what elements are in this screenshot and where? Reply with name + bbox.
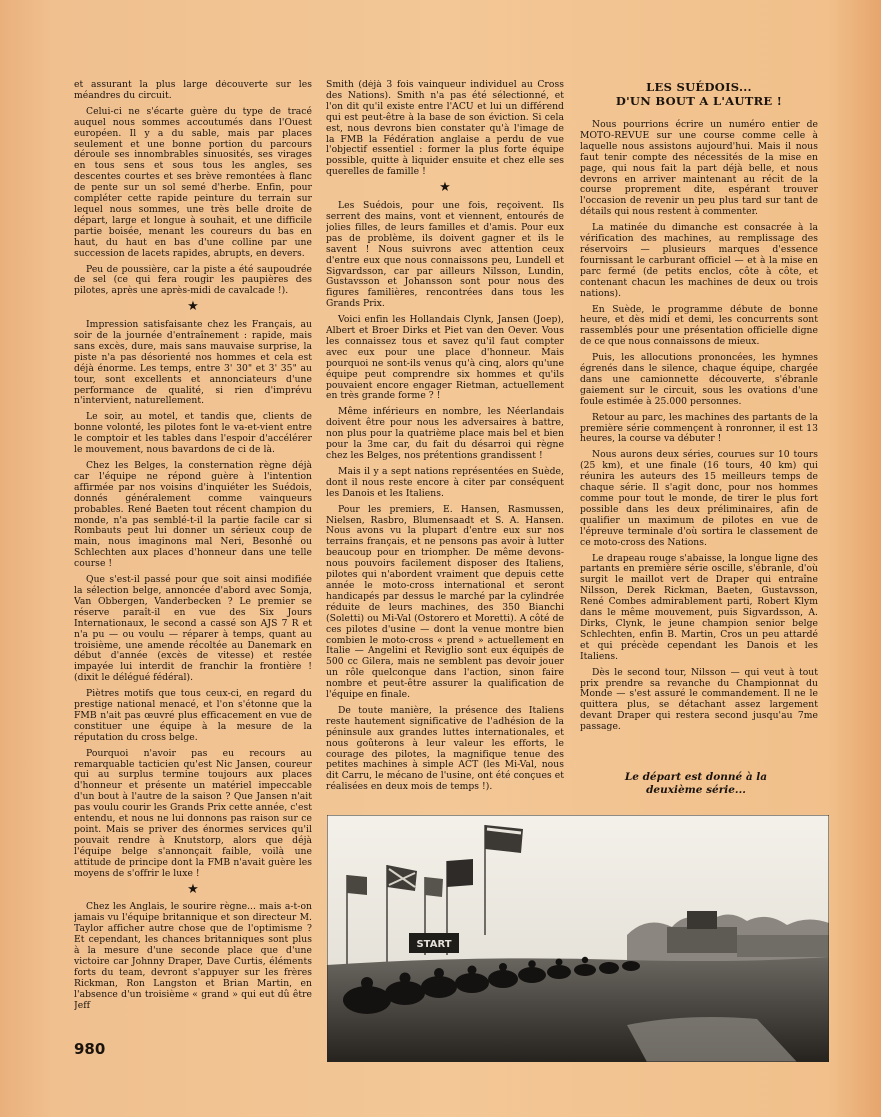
paragraph: Mais il y a sept nations représentées en Suède, dont il nous reste encore à citer par conséquent les Danois et les Italiens. <box>326 465 564 499</box>
paragraph: Voici enfin les Hollandais Clynk, Jansen (Joep), Albert et Broer Dirks et Piet van den Oever. Vous les connaissez tous et savez qu'il faut compter avec eux pour une place d'honneur. Mais pourquoi ne sont-ils venus qu'à cinq, alors qu'une équipe peut comprendre six hommes et qu'ils pouvaient encore engager Rietman, actuellement en très grande forme ? ! <box>326 314 564 402</box>
paragraph: Celui-ci ne s'écarte guère du type de tracé auquel nous sommes accoutumés dans l'Ouest européen. Il y a du sable, mais par places seulement et une bonne portion du parcours déroule ses innombrables sinuosités, ses virages en tous sens et sous tous les angles, ses descentes courtes et ses brève remontées à flanc de pente sur un sol semé d'herbe. Enfin, pour compléter cette rapide peinture du terrain sur lequel nous sommes, une très belle droite de départ, large et longue à souhait, et une difficile partie boisée, menant les coureurs du bas en haut, du haut en bas d'une colline par une succession de lacets rapides, abrupts, en devers. <box>74 105 312 259</box>
text-column-3 <box>580 80 818 800</box>
paragraph: Nous pourrions écrire un numéro entier de MOTO-REVUE sur une course comme celle à laquelle nous assistons aujourd'hui. Mais il nous faut tenir compte des nécessités de la mise en page, qui nous fait la part déjà belle, et nous devrons en arriver maintenant au récit de la course proprement dite, espérant trouver l'occasion de revenir un peu plus tard sur tant de détails qui nous restent à commenter. <box>580 119 818 218</box>
section-heading <box>580 80 818 108</box>
photo-caption <box>596 771 796 797</box>
paragraph: Dès le second tour, Nilsson — qui veut à tout prix prendre sa revanche du Championnat du Monde — s'est assuré le commandement. Il ne le quittera plus, se détachant assez largement devant Draper qui restera second jusqu'au 7me passage. <box>580 666 818 733</box>
photo-caption-line: deuxième série... <box>646 784 746 796</box>
paragraph: De toute manière, la présence des Italiens reste hautement significative de l'adhésion de la péninsule aux grandes luttes internationales, et nous goûterons à leur valeur les efforts, le courage des pilotes, la magnifique tenue des petites machines à simple ACT (les Mi-Val, nous dit Carru, le mécano de l'usine, ont été conçues et réalisées en deux mois de temps !). <box>326 704 564 793</box>
race-start-photo <box>327 815 829 1062</box>
text-column-1 <box>74 80 312 1055</box>
paragraph: Le drapeau rouge s'abaisse, la longue ligne des partants en première série oscille, s'ébranle, d'où surgit le maillot vert de Draper qui entraîne Nilsson, Derek Rickman, Baeten, Gustavsson, René Combes admirablement parti, Robert Klym dans le même mouvement, puis Sigvardsson, A. Dirks, Clynk, le jeune champion senior belge Schlechten, enfin B. Martin, Cros un peu attardé et qui précède cependant les Danois et les Italiens. <box>580 552 818 662</box>
paragraph: Puis, les allocutions prononcées, les hymnes égrenés dans le silence, chaque équipe, chargée dans une camionnette découverte, s'ébranle gaiement sur le circuit, sous les ovations d'une foule estimée à 25.000 personnes. <box>580 352 818 407</box>
paragraph: Même inférieurs en nombre, les Néerlandais doivent être pour nous les adversaires à battre, non plus pour la quatrième place mais bel et bien pour la 3me car, du fait du désarroi qui règne chez les Belges, nos prétentions grandissent ! <box>326 406 564 461</box>
section-heading-line: D'UN BOUT A L'AUTRE ! <box>615 94 783 108</box>
paragraph: En Suède, le programme débute de bonne heure, et dès midi et demi, les concurrents sont rassemblés pour une présentation officielle digne de ce que nous connaissons de mieux. <box>580 303 818 348</box>
section-star-separator: ★ <box>439 180 451 196</box>
paragraph: Retour au parc, les machines des partants de la première série commençent à ronronner, il est 13 heures, la course va débuter ! <box>580 411 818 445</box>
paragraph: Nous aurons deux séries, courues sur 10 tours (25 km), et une finale (16 tours, 40 km) qui réunira les auteurs des 15 meilleurs temps de chaque série. Il s'agit donc, pour nos hommes comme pour tout le monde, de tirer le plus fort possible dans les deux préliminaires, afin de qualifier un maximum de pilotes en vue de l'épreuve terminale d'où sortira le classement de ce moto-cross des Nations. <box>580 449 818 548</box>
paragraph: et assurant la plus large découverte sur les méandres du circuit. <box>74 80 312 101</box>
paragraph: Piètres motifs que tous ceux-ci, en regard du prestige national menacé, et l'on s'étonne que la FMB n'ait pas œuvré plus efficacement en vue de constituer une équipe à la mesure de la réputation du cross belge. <box>74 688 312 743</box>
section-heading-line: LES SUÉDOIS... <box>646 80 752 94</box>
paragraph: La matinée du dimanche est consacrée à la vérification des machines, au remplissage des réservoirs — plusieurs marques d'essence fournissant le carburant officiel — et à la mise en parc fermé (de petits enclos, côte à côte, et contenant chacun les machines de deux ou trois nations). <box>580 222 818 299</box>
paragraph: Le soir, au motel, et tandis que, clients de bonne volonté, les pilotes font le va-et-vient entre le comptoir et les tables dans l'espoir d'accélérer le mouvement, nous bavardons de ci de là. <box>74 411 312 456</box>
photo-caption-line: Le départ est donné à la <box>624 771 768 783</box>
page-number: 980 <box>74 1040 106 1058</box>
paragraph: Smith (déjà 3 fois vainqueur individuel au Cross des Nations). Smith n'a pas été sélectionné, et l'on dit qu'il existe entre l'ACU et lui un différend qui est peut-être à la base de son éviction. Si cela est, nous devrons bien constater qu'à l'image de la FMB la Fédération anglaise a perdu de vue l'objectif essentiel : former la plus forte équipe possible, quitte à liquider ensuite et chez elle ses querelles de famille ! <box>326 80 564 178</box>
paragraph: Les Suédois, pour une fois, reçoivent. Ils serrent des mains, vont et viennent, entourés de jolies filles, de leurs familles et d'amis. Pour eux pas de problème, ils doivent gagner et ils le savent ! Nous suivrons avec attention ceux d'entre eux que nous connaissons peu, Lundell et Sigvardsson, car par ailleurs Nilsson, Lundin, Gustavsson et Johansson sont pour nous des figures familières, rencontrées dans tous les Grands Prix. <box>326 200 564 310</box>
paragraph: Que s'est-il passé pour que soit ainsi modifiée la sélection belge, annoncée d'abord avec Somja, Van Obbergen, Vanderbecken ? Le premier se réserve paraît-il en vue des Six Jours Internationaux, le second a cassé son AJS 7 R et n'a pu — ou voulu — réparer à temps, quant au troisième, une amende récoltée au Danemark en début d'année (excès de vitesse) et restée impayée lui interdit de franchir la frontière ! (dixit le délégué fédéral). <box>74 574 312 684</box>
paragraph: Chez les Anglais, le sourire règne... mais a-t-on jamais vu l'équipe britannique et son directeur M. Taylor afficher autre chose que de l'optimisme ? Et cependant, les chances britanniques sont plus à la mesure d'une seconde place que d'une victoire car Johnny Draper, Dave Curtis, éléments forts du team, devront s'appuyer sur les frères Rickman, Ron Langston et Brian Martin, en l'absence d'un troisième « grand » qui eut dû être Jeff <box>74 901 312 1011</box>
text-column-2 <box>326 80 564 840</box>
paragraph: Chez les Belges, la consternation règne déjà car l'équipe ne répond guère à l'intention affirmée par nos voisins d'inquiéter les Suédois, donnés généralement comme vainqueurs probables. René Baeten tout récent champion du monde, n'a pas semblé-t-il la partie facile car si Rombauts peut lui donner un sérieux coup de main, nous imaginons mal Neri, Besonhé ou Schlechten aux places d'honneur dans une telle course ! <box>74 460 312 570</box>
paragraph: Pour les premiers, E. Hansen, Rasmussen, Nielsen, Rasbro, Blumensaadt et S. A. Hansen. Nous avons vu la plupart d'entre eux sur nos terrains français, et ne pensons pas avoir à lutter beaucoup pour en triompher. De même devons-nous pouvoirs facilement disposer des Italiens, pilotes qui n'abordent vraiment que depuis cette année le moto-cross international et seront handicapés par dessus le marché par la cylindrée réduite de leurs machines, des 350 Bianchi (Soletti) ou Mi-Val (Ostorero et Moretti). A côté de ces pilotes d'usine — dont la venue montre bien combien le moto-cross « prend » actuellement en Italie — Angelini et Reviglio sont eux équipés de 500 cc Gilera, mais ne semblent pas devoir jouer un rôle quelconque dans l'action, sinon faire nombre et peut-être assurer la qualification de l'équipe en finale. <box>326 503 564 701</box>
paragraph: Pourquoi n'avoir pas eu recours au remarquable tacticien qu'est Nic Jansen, coureur qui au surplus termine toujours aux places d'honneur et présente un matériel impeccable d'un bout à l'autre de la saison ? Que Jansen n'ait pas voulu courir les Grands Prix cette année, c'est entendu, et nous ne lui donnons pas raison sur ce point. Mais se priver des énormes services qu'il pouvait rendre à Knutstorp, alors que déjà l'équipe belge s'annonçait faible, voilà une attitude de principe dont la FMB n'avait guère les moyens de s'offrir le luxe ! <box>74 747 312 879</box>
paragraph: Impression satisfaisante chez les Français, au soir de la journée d'entraînement : rapide, mais sans excès, dure, mais sans mauvaise surprise, la piste n'a pas désorienté nos hommes et cela est déjà énorme. Les temps, entre 3' 30" et 3' 35" au tour, sont excellents et annonciateurs d'une performance de qualité, si rien d'imprévu n'intervient, naturellement. <box>74 319 312 407</box>
paragraph: Peu de poussière, car la piste a été saupoudrée de sel (ce qui fera rougir les paupières des pilotes, après une après-midi de cavalcade !). <box>74 263 312 297</box>
start-sign-text: START <box>416 939 452 950</box>
section-star-separator: ★ <box>187 299 199 315</box>
section-star-separator: ★ <box>187 881 199 897</box>
